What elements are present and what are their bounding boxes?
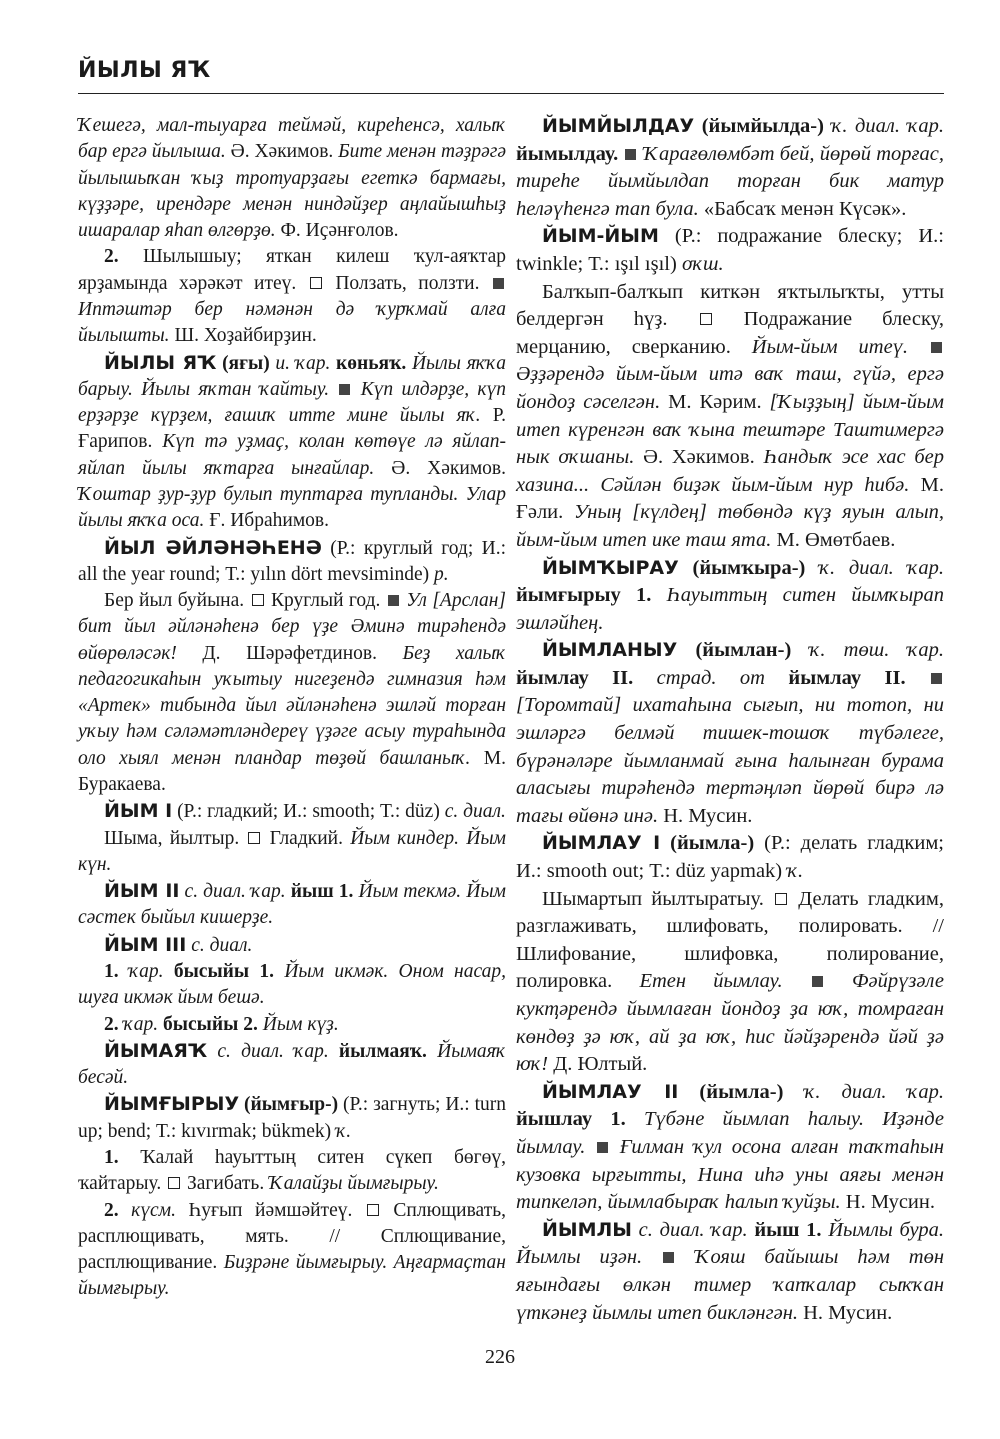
- example-square-icon: [812, 976, 823, 987]
- translation-square-icon: [775, 893, 787, 905]
- example-square-icon: [339, 384, 350, 395]
- entry-yymlau-2: ЙЫМЛАУ II (йымла-) ҡ. диал. ҡар. йышлау 1. Түбәне йымлап һалыу. Иҙәнде йымлау. Ғилман ҡул осона алған таҡтаһын кузовка ырғытты, Нина иһә уны аяғы менән типкеләп, йымлабыраҡ һалып ҡуйҙы. Н. Мусин.: [516, 1080, 944, 1214]
- entry-yymgyryu: ЙЫМҒЫРЫУ (йымғыр-) (Р.: загнуть; И.: turn up; bend; Т.: kıvırmak; bükmek) ҡ.: [78, 1093, 506, 1142]
- entry-sense: Шыма, йылтыр. Гладкий. Йым киндер. Йым күн.: [78, 827, 506, 875]
- headword: ЙЫМЛАУ I: [542, 832, 661, 855]
- entry-yymyyldau: ЙЫМЙЫЛДАУ (йымйылда-) ҡ. диал. ҡар. йымылдау. Ҡарағөлөмбәт бей, йөрөй торғас, тиреһе йымйылдап торған бик матур һеләүһенгә тап була. «Бабсаҡ менән Күсәк».: [516, 115, 945, 220]
- entry-yymlanyu: ЙЫМЛАНЫУ (йымлан-) ҡ. төш. ҡар. йымлау II. страд. от йымлау II. [Торомтай] ихатаһына сығып, ни тотоп, ни эшләргә белмәй тишек-тошоҡ түбәлеге, бүрәнәләре йымланмай ғына һалынған бурама аласығы тирәһендә тертәңләп йөрөй бирә лә тағы өйөнә инә. Н. Мусин.: [516, 639, 944, 827]
- entry-sense: 1. ҡар. бысыйы 1. Йым икмәк. Оном насар, шуға икмәк йым бешә.: [78, 961, 506, 1009]
- entry-yym-yym: ЙЫМ-ЙЫМ (Р.: подражание блеску; И.: twinkle; Т.: ışıl ışıl) оҡш.: [516, 225, 944, 275]
- translation-square-icon: [367, 1204, 379, 1216]
- headword: ЙЫМЙЫЛДАУ: [542, 115, 695, 137]
- headword: ЙЫМЛАУ II: [542, 1080, 679, 1103]
- entry-yym-1: ЙЫМ I (Р.: гладкий; И.: smooth; Т.: düz) с. диал.: [104, 800, 506, 823]
- entry-sense: Бер йыл буйына. Круглый год. Ул [Арслан] бит йыл әйләнәһенә бер үҙе Әминә тирәһендә өйөрөләсәк! Д. Шәрәфетдинов. Беҙ халыҡ педагогикаһын уҡытыу нигеҙендә гимназия һәм «Артек» тибында йыл әйләнәһенә эшләй торған уҡыу һәм сәләмәтләндереү үҙәге асыу тураһында оло хыял менән пландар төҙөй башланыҡ. М. Буракаева.: [78, 590, 507, 796]
- translation-square-icon: [252, 594, 264, 606]
- entry-sense: 1. Ҡалай һауыттың ситен сүкеп бөгөү, ҡайтарыу. Загибать. Ҡалайҙы йымғырыу.: [78, 1146, 506, 1195]
- left-column: [78, 113, 506, 1303]
- example-square-icon: [625, 149, 636, 160]
- headword: ЙЫЛ ӘЙЛӘНӘҺЕНӘ: [104, 536, 322, 559]
- entry-yyl-aylanahena: ЙЫЛ ӘЙЛӘНӘҺЕНӘ (Р.: круглый год; И.: all the year round; Т.: yılın dört mevsiminde) р.: [78, 536, 506, 585]
- translation-square-icon: [310, 277, 322, 289]
- headword: ЙЫМАЯҠ: [104, 1039, 208, 1062]
- example-square-icon: [597, 1142, 608, 1153]
- headword: ЙЫМ I: [104, 800, 173, 823]
- running-head: ЙЫЛЫ ЯҠ: [78, 58, 211, 83]
- entry-continuation: Ҡешегә, мал-тыуарға теймәй, киреһенсә, халыҡ бар ергә йылыша. Ә. Хәкимов. Бите менән тәҙрәгә йылышыҡан ҡыҙ тротуарҙағы егеткә бармағы, күҙҙәре, ирендәре менән ниндәйҙер аңлайышһыҙ ишаралар яһап өлгөрҙө. Ф. Иҫәнғолов.: [78, 115, 507, 242]
- entry-sense: 2. Шылышыу; яткан килеш ҡул-аяҡтар ярҙамында хәрәкәт итеү. Ползать, ползти. Иптәштәр бер нәмәнән дә ҡурҡмай алға йылышты. Ш. Хоҙайбирҙин.: [78, 246, 506, 347]
- header-rule: [78, 93, 944, 94]
- translation-square-icon: [248, 832, 260, 844]
- entry-sense: Шымартып йылтыратыу. Делать гладким, разглаживать, шлифовать, полировать. // Шлифование, шлифовка, полирование, полировка. Етен йымлау. Фәйрүзәле кукҭәрендә йымлаған йондоҙ ҙа юҡ, томраған көндөҙ ҙә юҡ, ай ҙа юҡ, һис йәйҙәрендә йәй ҙә юҡ! Д. Юлтый.: [516, 887, 944, 1076]
- headword: ЙЫМЛАНЫУ: [542, 639, 678, 662]
- headword: ЙЫМЛЫ: [542, 1218, 632, 1241]
- headword: ЙЫМ-ЙЫМ: [542, 225, 659, 248]
- entry-yymayak: ЙЫМАЯҠ с. диал. ҡар. йылмаяҡ. Йымаяҡ бесәй.: [78, 1039, 506, 1089]
- right-column: [516, 113, 944, 1327]
- translation-square-icon: [700, 313, 712, 325]
- entry-yym-3: ЙЫМ III с. диал.: [104, 933, 253, 956]
- headword: ЙЫМ III: [104, 933, 187, 956]
- headword: ЙЫМ II: [104, 880, 180, 903]
- entry-sense: Балҡып-балҡып киткән яҡтылыҡты, утты белдергән һүҙ. Подражание блеску, мерцанию, сверканию. Йым-йым итеү. Әҙҙәрендә йым-йым итә ваҡ таш, гүйә, ергә йондоҙ сәселгән. М. Кәрим. [Ҡыҙҙың] йым-йым итеп күренгән ваҡ ҡына тештәре Таштимергә нык оҡшаны. Ә. Хәкимов. Һандыҡ эсе хас бер хазина... Сәйлән биҙәк йым-йым нур һибә. М. Ғәли. Уның [күлдең] төбөндә күҙ яуын алып, йым-йым итеп ике таш ята. М. Өмөтбаев.: [516, 280, 945, 551]
- entry-yymlau-1: ЙЫМЛАУ I (йымла-) (Р.: делать гладким; И.: smooth out; Т.: düz yapmak) ҡ.: [516, 832, 944, 883]
- example-square-icon: [931, 342, 942, 353]
- entry-yymly: ЙЫМЛЫ с. диал. ҡар. йыш 1. Йымлы бура. Йымлы иҙән. Ҡояш байышы һәм төн яғындағы өлкән тимер ҡапҡалар сыҡҡан үткәнеҙ йымлы итеп бикләнгән. Н. Мусин.: [516, 1218, 945, 1324]
- entry-sense: 2. ҡар. бысыйы 2. Йым күҙ.: [104, 1013, 339, 1035]
- headword: ЙЫМҒЫРЫУ: [104, 1093, 240, 1116]
- example-square-icon: [493, 278, 504, 289]
- entry-yym-2: ЙЫМ II с. диал. ҡар. йыш 1. Йым текмә. Йым сәстек быйыл кишерҙе.: [78, 880, 506, 929]
- headword: ЙЫЛЫ ЯҠ: [104, 351, 217, 374]
- page-number: 226: [485, 1346, 515, 1368]
- headword: ЙЫМҠЫРАУ: [542, 556, 679, 579]
- entry-sense: 2. күсм. Һуғып йәмшәйтеү. Сплющивать, расплющивать, мять. // Сплющивание, расплющивание. Биҙрәне йымғырыу. Аңғармаҫтан йымғырыу.: [78, 1199, 506, 1300]
- translation-square-icon: [168, 1177, 180, 1189]
- example-square-icon: [388, 595, 399, 606]
- entry-yymkyrau: ЙЫМҠЫРАУ (йымҡыра-) ҡ. диал. ҡар. йымғырыу 1. Һауыттың ситен йымҡырап эшләйһең.: [516, 556, 945, 634]
- entry-yyly-yak: ЙЫЛЫ ЯҠ (яғы) и. ҡар. көньяҡ. Йылы яҡҡа барыу. Йылы яҡтан ҡайтыу. Күп илдәрҙе, күп ерҙәрҙе күрҙем, ғашиҡ итте мине йылы яҡ. Р. Ғарипов. Күп тә уҙмаҫ, колан көтөүе лә яйлап-яйлап йылы яҡтарға ынғайлар. Ә. Хәкимов. Ҡоштар ҙур-ҙур булып туптарға тупланды. Улар йылы яҡҡа оса. Ғ. Ибраһимов.: [78, 351, 507, 532]
- example-square-icon: [931, 673, 942, 684]
- example-square-icon: [663, 1252, 674, 1263]
